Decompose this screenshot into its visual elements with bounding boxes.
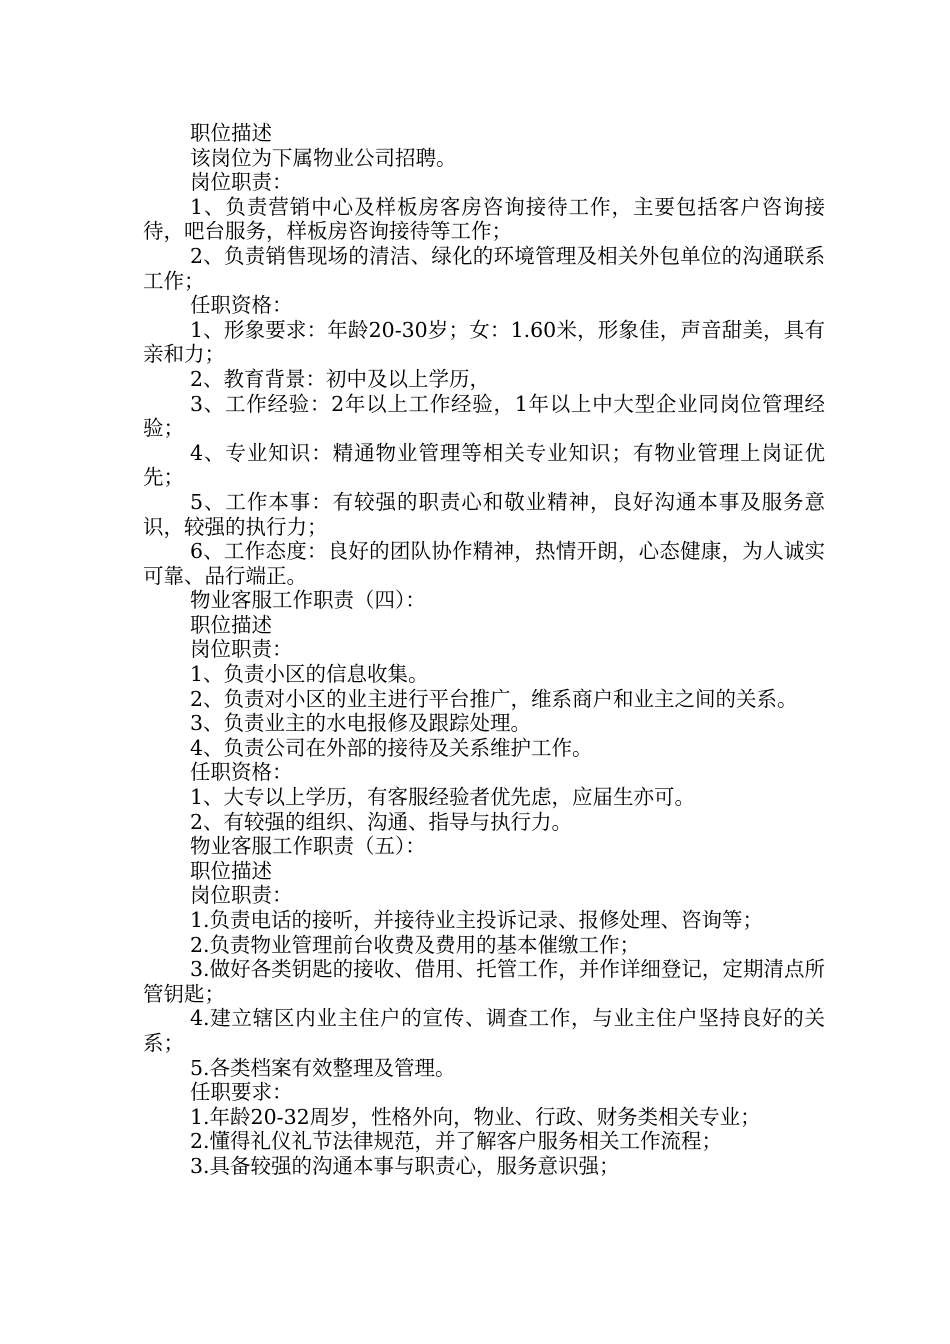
- paragraph-5: 2、负责销售现场的清洁、绿化的环境管理及相关外包单位的沟通联系工作；: [143, 243, 825, 293]
- paragraph-2: 该岗位为下属物业公司招聘。: [190, 145, 457, 170]
- paragraph-31: 任职要求：: [190, 1080, 293, 1105]
- paragraph-28: 3.做好各类钥匙的接收、借用、托管工作，并作详细登记，定期清点所管钥匙；: [143, 957, 825, 1006]
- paragraph-23: 物业客服工作职责（五）：: [190, 834, 426, 859]
- paragraph-24: 职位描述: [190, 858, 272, 883]
- paragraph-21: 1、大专以上学历，有客服经验者优先虑，应届生亦可。: [190, 785, 696, 810]
- paragraph-12: 6、工作态度：良好的团队协作精神，热情开朗，心态健康，为人诚实可靠、品行端正。: [143, 539, 825, 588]
- paragraph-22: 2、有较强的组织、沟通、指导与执行力。: [190, 809, 573, 834]
- paragraph-9: 3、工作经验：2年以上工作经验，1年以上中大型企业同岗位管理经验；: [143, 391, 825, 441]
- paragraph-29: 4.建立辖区内业主住户的宣传、调查工作，与业主住户坚持良好的关系；: [143, 1006, 825, 1055]
- paragraph-8: 2、教育背景：初中及以上学历，: [190, 366, 491, 391]
- paragraph-32: 1.年龄20-32周岁，性格外向，物业、行政、财务类相关专业；: [190, 1104, 761, 1129]
- paragraph-15: 岗位职责：: [190, 637, 293, 662]
- paragraph-13: 物业客服工作职责（四）：: [190, 588, 426, 613]
- paragraph-20: 任职资格：: [190, 760, 293, 785]
- paragraph-7: 1、形象要求：年龄20-30岁；女：1.60米，形象佳，声音甜美，具有亲和力；: [143, 317, 825, 367]
- paragraph-17: 2、负责对小区的业主进行平台推广，维系商户和业主之间的关系。: [190, 686, 798, 711]
- paragraph-27: 2.负责物业管理前台收费及费用的基本催缴工作；: [190, 932, 641, 957]
- paragraph-26: 1.负责电话的接听，并接待业主投诉记录、报修处理、咨询等；: [190, 908, 764, 932]
- paragraph-4: 1、负责营销中心及样板房客房咨询接待工作，主要包括客户咨询接待，吧台服务，样板房咨询接待等工作；: [143, 194, 825, 244]
- paragraph-10: 4、专业知识：精通物业管理等相关专业知识；有物业管理上岗证优先；: [143, 440, 825, 490]
- paragraph-16: 1、负责小区的信息收集。: [190, 662, 429, 687]
- paragraph-3: 岗位职责：: [190, 170, 293, 195]
- paragraph-25: 岗位职责：: [190, 883, 293, 908]
- paragraph-34: 3.具备较强的沟通本事与职责心，服务意识强；: [190, 1153, 620, 1178]
- paragraph-30: 5.各类档案有效整理及管理。: [190, 1055, 456, 1080]
- paragraph-1: 职位描述: [190, 121, 272, 145]
- paragraph-11: 5、工作本事：有较强的职责心和敬业精神，良好沟通本事及服务意识，较强的执行力；: [143, 489, 825, 539]
- document-body: [143, 121, 825, 1179]
- paragraph-33: 2.懂得礼仪礼节法律规范，并了解客户服务相关工作流程；: [190, 1129, 723, 1154]
- paragraph-19: 4、负责公司在外部的接待及关系维护工作。: [190, 735, 593, 760]
- paragraph-14: 职位描述: [190, 612, 272, 637]
- paragraph-18: 3、负责业主的水电报修及跟踪处理。: [190, 711, 532, 736]
- paragraph-6: 任职资格：: [190, 293, 293, 318]
